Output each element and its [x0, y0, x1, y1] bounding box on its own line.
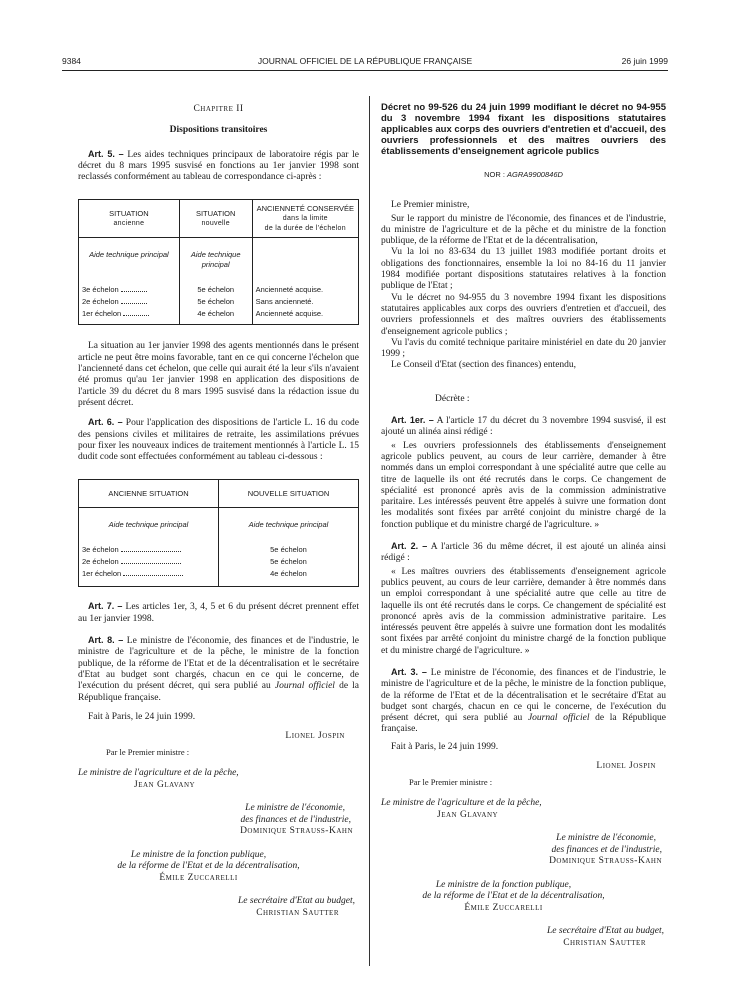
- table-row: 3e échelon 5e échelon: [79, 544, 359, 556]
- table-row: 2e échelon 5e échelon Sans ancienneté.: [79, 296, 359, 308]
- article-2-label: Art. 2. –: [391, 541, 428, 552]
- right-column: [381, 102, 666, 949]
- article-6-text: Pour l'application des dispositions de l'article L. 16 du code des pensions civiles et militaires de retraite, les assimilations prévues pour fixer les nouveaux indices de traitement mentionnés à l'article L. 15 dudit code sont effectuées conformément au tableau ci-dessous :: [78, 418, 360, 463]
- col-header-current: NOUVELLE SITUATION: [219, 480, 359, 508]
- visa-rapport: Sur le rapport du ministre de l'économie, des finances et de l'industrie, du ministre de l'agriculture et de la pêche et du ministre de la fonction publique, de la réforme de l'Etat et de la décentralisation,: [381, 213, 666, 247]
- table-row: 2e échelon 5e échelon: [79, 556, 359, 568]
- issue-date: 26 juin 1999: [621, 56, 668, 66]
- paragraph-transition: La situation au 1er janvier 1998 des agents mentionnés dans le présent article ne peut être moins favorable, tant en ce qui concerne l'échelon que l'ancienneté dans cet échelon, que celle qui aurait été la leur s'ils n'avaient été promus qu'au 1er janvier 1998 en application des dispositions de l'article 39 du décret du 8 mars 1995 susvisé dans la rédaction issue du présent décret.: [78, 341, 359, 408]
- grade-label-old: Aide technique principal: [79, 238, 180, 285]
- table-header-row: [79, 480, 359, 508]
- minister-title: de la réforme de l'Etat et de la décentralisation,: [117, 861, 300, 872]
- article-3: Art. 3. – Le ministre de l'économie, des finances et de l'industrie, le ministre de l'agriculture et de la pêche, le ministre de la fonction publique, de la réforme de l'Etat et de la décentralisation et le secrétaire d'Etat au budget sont chargés, chacun en ce qui le concerne, de l'exécution du présent décret, qui sera publié au Journal officiel de la République française.: [381, 666, 667, 735]
- visa-avis: Vu l'avis du comité technique paritaire ministériel en date du 20 janvier 1999 ;: [381, 337, 666, 360]
- left-column: [78, 100, 359, 919]
- column-divider: [369, 96, 370, 966]
- col-header-old: SITUATION ancienne: [79, 200, 180, 238]
- grade-label-former: Aide technique principal: [79, 508, 219, 545]
- minister-name: Jean Glavany: [134, 779, 196, 790]
- grade-label-new: Aide technique principal: [179, 238, 252, 285]
- minister-title: des finances et de l'industrie,: [551, 844, 662, 855]
- signature-block-left: [78, 712, 359, 920]
- article-2-quote: « Les maîtres ouvriers des établissements d'enseignement agricole publics peuvent, au cours de leur carrière, demander à être nommés dans un emploi correspondant à une spécialité autre que celle au titre de laquelle ils ont été recrutés dans le corps. Ce changement de spécialité est prononcé après avis de la commission administrative paritaire. Les intéressés peuvent être appelés à suivre une formation dont les modalités sont fixées par arrêté conjoint du ministre chargé de la fonction publique et du ministre chargé de l'agriculture. »: [381, 566, 666, 656]
- minister-name: Christian Sautter: [256, 907, 339, 918]
- minister-name: Jean Glavany: [437, 809, 499, 820]
- page-header: [62, 56, 668, 68]
- table-header-row: [79, 200, 359, 238]
- table-row: 1er échelon 4e échelon: [79, 568, 359, 587]
- minister-title: Le ministre de la fonction publique,: [435, 879, 572, 890]
- minister-title: des finances et de l'industrie,: [240, 814, 351, 825]
- journal-title: JOURNAL OFFICIEL DE LA RÉPUBLIQUE FRANÇAISE: [257, 56, 473, 66]
- minister-name: Dominique Strauss-Kahn: [549, 856, 662, 867]
- minister-title: Le ministre de l'économie,: [556, 833, 656, 844]
- article-6: [78, 417, 359, 463]
- fait-a-paris: Fait à Paris, le 24 juin 1999.: [391, 741, 499, 752]
- article-7-text: Les articles 1er, 3, 4, 5 et 6 du présent décret prennent effet au 1er janvier 1998.: [78, 602, 360, 624]
- signature-block-right: [381, 742, 666, 950]
- table-grade-row: [79, 238, 359, 285]
- article-8-label: Art. 8. –: [88, 635, 124, 646]
- visa-conseil-etat: Le Conseil d'Etat (section des finances) entendu,: [391, 360, 577, 371]
- visa-loi: Vu la loi no 83-634 du 13 juillet 1983 modifiée portant droits et obligations des fonctionnaires, ensemble la loi no 84-16 du 11 janvier 1984 modifiée portant dispositions statutaires relatives à la fonction publique de l'Etat ;: [381, 247, 666, 292]
- minister-title: Le ministre de l'économie,: [245, 803, 345, 814]
- minister-title: Le ministre de l'agriculture et de la pêche,: [78, 768, 239, 779]
- par-premier-ministre: Par le Premier ministre :: [409, 776, 493, 787]
- article-1-label: Art. 1er. –: [391, 415, 434, 426]
- chapter-heading: Chapitre II: [193, 104, 244, 114]
- signer-name: Lionel Jospin: [285, 731, 345, 742]
- table-row: 1er échelon 4e échelon Ancienneté acquise.: [79, 308, 359, 325]
- minister-title: de la réforme de l'Etat et de la décentralisation,: [422, 891, 605, 902]
- table-grade-row: [79, 508, 359, 545]
- article-8: Art. 8. – Le ministre de l'économie, des finances et de l'industrie, le ministre de l'agriculture et de la pêche, le ministre de la fonction publique, de la réforme de l'Etat et de la décentralisation et le secrétaire d'Etat au budget sont chargés, chacun en ce qui le concerne, de l'exécution du présent décret, qui sera publié au Journal officiel de la République française.: [78, 635, 360, 703]
- decrete: Décrète :: [435, 393, 470, 404]
- article-1: Art. 1er. – A l'article 17 du décret du 3 novembre 1994 susvisé, il est ajouté un alinéa ainsi rédigé :: [381, 415, 666, 438]
- article-3-label: Art. 3. –: [391, 666, 427, 677]
- article-5: [78, 149, 359, 184]
- minister-name: Dominique Strauss-Kahn: [240, 826, 353, 837]
- article-5-label: Art. 5. –: [88, 148, 124, 159]
- article-1-quote: « Les ouvriers professionnels des établissements d'enseignement agricole publics peuvent, au cours de leur carrière, demander à être nommés dans un emploi correspondant à une spécialité autre que celle au titre de laquelle ils ont été recrutés dans le corps. Ce changement de spécialité est prononcé après avis de la commission administrative paritaire. Les intéressés peuvent être appelés à suivre une formation dont les modalités sont fixées par arrêté conjoint du ministre chargé de la fonction publique et du ministre chargé de l'agriculture. »: [381, 440, 666, 530]
- nor-reference: NOR : AGRA9900846D: [484, 170, 563, 179]
- premier-ministre: Le Premier ministre,: [391, 200, 470, 211]
- fait-a-paris: Fait à Paris, le 24 juin 1999.: [88, 711, 196, 722]
- minister-title: Le secrétaire d'Etat au budget,: [238, 896, 355, 907]
- grade-label-current: Aide technique principal: [248, 520, 329, 530]
- col-header-new: SITUATION nouvelle: [179, 200, 252, 238]
- minister-name: Christian Sautter: [563, 937, 646, 948]
- table-row: 3e échelon 5e échelon Ancienneté acquise.: [79, 284, 359, 296]
- minister-name: Émile Zuccarelli: [159, 872, 238, 883]
- article-5-text: Les aides techniques principaux de laboratoire régis par le décret du 8 mars 1995 susvisé en fonctions au 1er janvier 1998 sont reclassés conformément au tableau de correspondance ci-après :: [78, 149, 360, 183]
- correspondence-table: [78, 199, 359, 325]
- visa-decret: Vu le décret no 94-955 du 3 novembre 1994 fixant les dispositions statutaires applicables aux corps des ouvriers d'entretien et d'accueil, des ouvriers professionnels et des maîtres ouvriers des établissements d'enseignement agricole publics ;: [381, 292, 666, 337]
- decree-title: Décret no 99-526 du 24 juin 1999 modifiant le décret no 94-955 du 3 novembre 1994 fixant les dispositions statutaires applicables aux corps des ouvriers d'entretien et d'accueil, des ouvriers professionnels et des maîtres ouvriers des établissements d'enseignement agricole publics: [381, 102, 666, 157]
- par-premier-ministre: Par le Premier ministre :: [106, 746, 190, 757]
- section-heading: Dispositions transitoires: [169, 125, 268, 136]
- signer-name: Lionel Jospin: [596, 761, 656, 772]
- article-7: [78, 601, 359, 625]
- article-7-label: Art. 7. –: [88, 601, 123, 612]
- col-header-former: ANCIENNE SITUATION: [79, 480, 219, 508]
- minister-title: Le secrétaire d'Etat au budget,: [547, 926, 664, 937]
- article-2: Art. 2. – A l'article 36 du même décret, il est ajouté un alinéa ainsi rédigé :: [381, 541, 666, 564]
- minister-title: Le ministre de l'agriculture et de la pêche,: [381, 798, 542, 809]
- minister-title: Le ministre de la fonction publique,: [130, 849, 267, 860]
- header-rule: [62, 70, 668, 71]
- article-6-label: Art. 6. –: [88, 417, 123, 428]
- page-number: 9384: [62, 56, 81, 66]
- minister-name: Émile Zuccarelli: [464, 902, 543, 913]
- assimilation-table: [78, 479, 359, 587]
- col-header-seniority: ANCIENNETÉ CONSERVÉE dans la limite de la durée de l'échelon: [252, 200, 358, 238]
